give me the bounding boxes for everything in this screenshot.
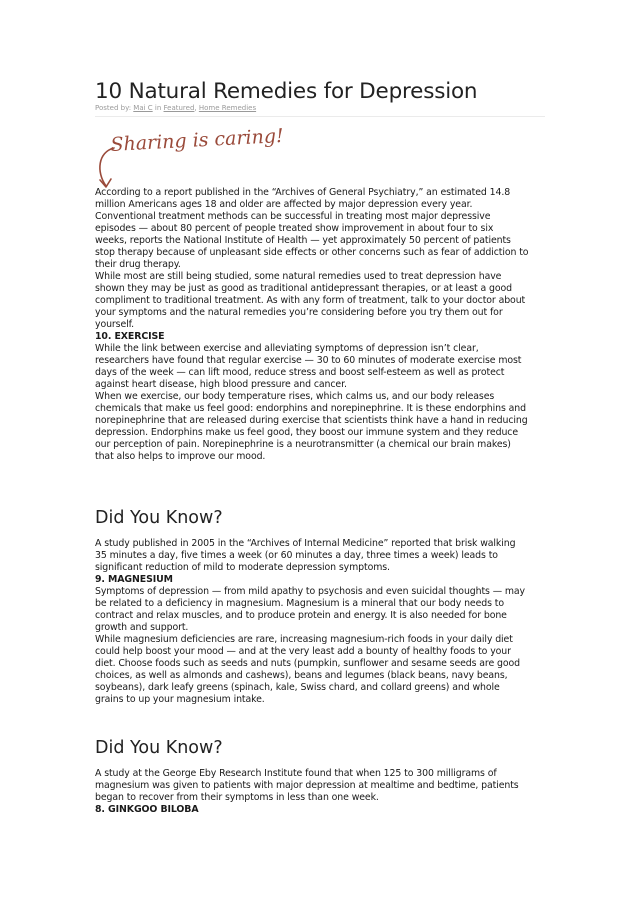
text-line: 35 minutes a day, five times a week (or 60 minutes a day, three times a week) leads to <box>95 550 498 561</box>
text-line: diet. Choose foods such as seeds and nuts (pumpkin, sunflower and sesame seeds are good <box>95 658 521 669</box>
text-line: When we exercise, our body temperature rises, which calms us, and our body releases <box>95 391 495 402</box>
title-divider <box>95 116 545 117</box>
did-you-know-heading-2: Did You Know? <box>95 738 223 758</box>
text-line: be related to a deficiency in magnesium. Magnesium is a mineral that our body needs to <box>95 598 504 609</box>
ginkgo-section <box>95 768 550 816</box>
sharing-is-caring-image <box>92 124 285 192</box>
ginkgo-heading: 8. GINKGOO BILOBA <box>95 804 199 815</box>
text-line: yourself. <box>95 319 135 330</box>
text-line: norepinephrine that are released during exercise that scientists think have a hand in reducing <box>95 415 528 426</box>
magnesium-heading: 9. MAGNESIUM <box>95 574 173 585</box>
text-line: magnesium was given to patients with major depression at mealtime and bedtime, patients <box>95 780 519 791</box>
text-line: compliment to traditional treatment. As with any form of treatment, talk to your doctor about <box>95 295 526 306</box>
category-featured-link[interactable]: Featured <box>163 104 195 112</box>
did-you-know-heading-1: Did You Know? <box>95 508 223 528</box>
text-line: While most are still being studied, some natural remedies used to treat depression have <box>95 271 502 282</box>
text-line: grains to up your magnesium intake. <box>95 694 265 705</box>
text-line: Conventional treatment methods can be successful in treating most major depressive <box>95 211 491 222</box>
text-line: According to a report published in the “Archives of General Psychiatry,” an estimated 14.8 <box>95 187 511 198</box>
text-line: While magnesium deficiencies are rare, increasing magnesium-rich foods in your daily diet <box>95 634 513 645</box>
text-line: chemicals that make us feel good: endorphins and norepinephrine. It is these endorphins and <box>95 403 526 414</box>
text-line: soybeans), dark leafy greens (spinach, kale, Swiss chard, and collard greens) and whole <box>95 682 500 693</box>
byline-mid: in <box>152 104 164 112</box>
text-line: your symptoms and the natural remedies you’re considering before you try them out for <box>95 307 503 318</box>
byline-prefix: Posted by: <box>95 104 134 112</box>
text-line: A study published in 2005 in the “Archives of Internal Medicine” reported that brisk walking <box>95 538 516 549</box>
text-line: contract and relax muscles, and to produce protein and energy. It is also needed for bone <box>95 610 507 621</box>
magnesium-section <box>95 538 550 706</box>
text-line: began to recover from their symptoms in less than one week. <box>95 792 379 803</box>
exercise-heading: 10. EXERCISE <box>95 331 165 342</box>
sharing-is-caring-text: Sharing is caring! <box>110 124 285 156</box>
text-line: choices, as well as almonds and cashews), beans and legumes (black beans, navy beans, <box>95 670 508 681</box>
text-line: Symptoms of depression — from mild apathy to psychosis and even suicidal thoughts — may <box>95 586 525 597</box>
text-line: depression. Endorphins make us feel good, they boost our immune system and they reduce <box>95 427 519 438</box>
text-line: researchers have found that regular exercise — 30 to 60 minutes of moderate exercise most <box>95 355 522 366</box>
text-line: While the link between exercise and alleviating symptoms of depression isn’t clear, <box>95 343 479 354</box>
text-line: that also helps to improve our mood. <box>95 451 266 462</box>
text-line: million Americans ages 18 and older are affected by major depression every year. <box>95 199 473 210</box>
category-home-remedies-link[interactable]: Home Remedies <box>198 104 257 112</box>
byline-sep: , <box>194 104 199 112</box>
text-line: our perception of pain. Norepinephrine is a neurotransmitter (a chemical our brain makes) <box>95 439 511 450</box>
text-line: could help boost your mood — and at the very least add a bounty of healthy foods to your <box>95 646 511 657</box>
text-line: A study at the George Eby Research Institute found that when 125 to 300 milligrams of <box>95 768 497 779</box>
text-line: weeks, reports the National Institute of Health — yet approximately 50 percent of patients <box>95 235 511 246</box>
text-line: significant reduction of mild to moderate depression symptoms. <box>95 562 390 573</box>
text-line: their drug therapy. <box>95 259 181 270</box>
text-line: stop therapy because of unpleasant side effects or other concerns such as fear of addiction to <box>95 247 529 258</box>
article-title: 10 Natural Remedies for Depression <box>95 79 478 104</box>
text-line: shown they may be just as good as traditional antidepressant therapies, or at least a good <box>95 283 512 294</box>
text-line: days of the week — can lift mood, reduce stress and boost self-esteem as well as protect <box>95 367 505 378</box>
article-byline <box>95 104 256 112</box>
text-line: growth and support. <box>95 622 189 633</box>
intro-paragraphs <box>95 187 550 463</box>
text-line: episodes — about 80 percent of people treated show improvement in about four to six <box>95 223 494 234</box>
author-link[interactable]: Mai C <box>133 104 153 112</box>
text-line: against heart disease, high blood pressure and cancer. <box>95 379 347 390</box>
